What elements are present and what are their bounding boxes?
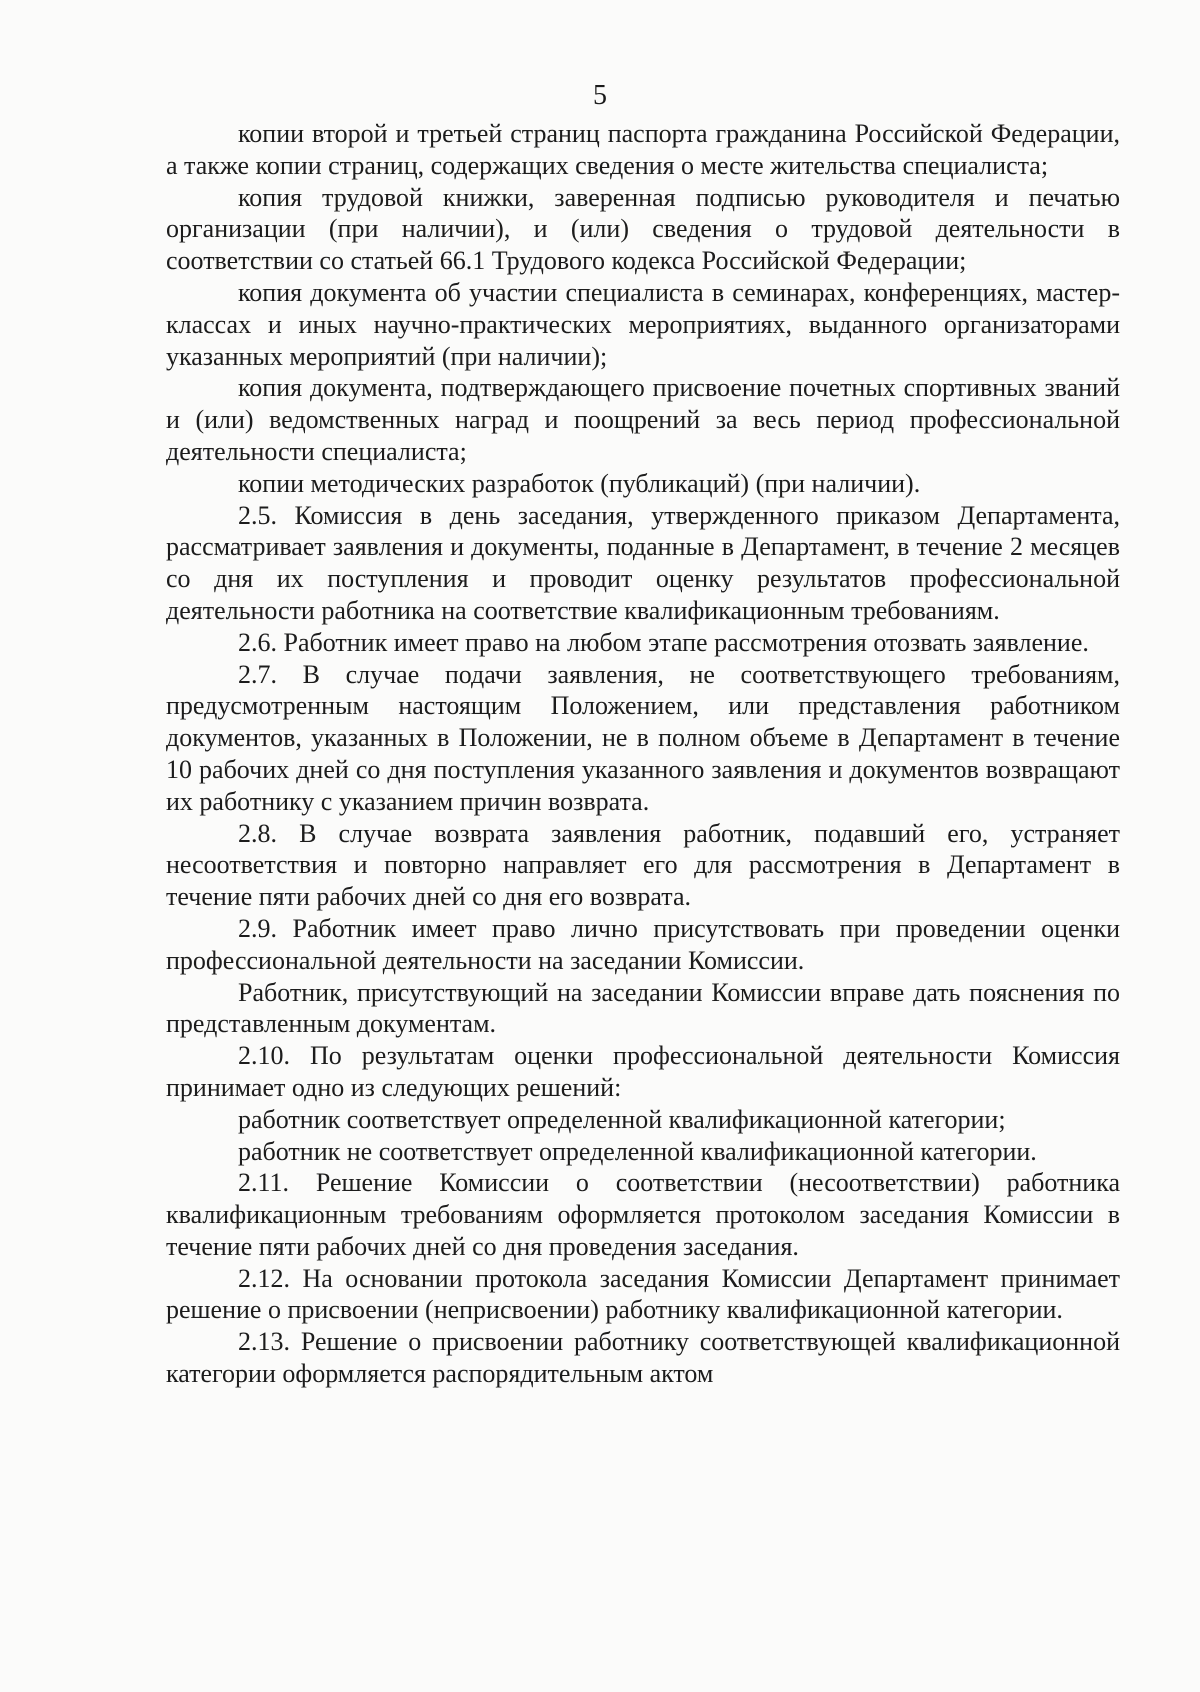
document-body bbox=[166, 118, 1120, 1390]
paragraph-methodical-works: копии методических разработок (публикаций) (при наличии). bbox=[238, 468, 921, 498]
paragraph-passport-copies: копии второй и третьей страниц паспорта гражданина Российской Федерации, а также копии страниц, содержащих сведения о месте жительства специалиста; bbox=[166, 119, 1120, 180]
paragraph-decision-not-complies: работник не соответствует определенной квалификационной категории. bbox=[238, 1136, 1037, 1166]
paragraph-2-10: 2.10. По результатам оценки профессиональной деятельности Комиссия принимает одно из следующих решений: bbox=[166, 1041, 1120, 1102]
paragraph-2-13: 2.13. Решение о присвоении работнику соответствующей квалификационной категории оформляется распорядительным актом bbox=[166, 1327, 1120, 1389]
paragraph-2-9: 2.9. Работник имеет право лично присутствовать при проведении оценки профессиональной деятельности на заседании Комиссии. bbox=[166, 913, 1120, 975]
paragraph-2-7: 2.7. В случае подачи заявления, не соответствующего требованиям, предусмотренным настоящим Положением, или представления работником документов, указанных в Положении, не в полном объеме в Департамент в течение 10 рабочих дней со дня поступления указанного заявления и документов возвращают их работнику с указанием причин возврата. bbox=[166, 659, 1120, 816]
paragraph-2-6: 2.6. Работник имеет право на любом этапе рассмотрения отозвать заявление. bbox=[238, 627, 1089, 657]
paragraph-2-12: 2.12. На основании протокола заседания Комиссии Департамент принимает решение о присвоении (неприсвоении) работнику квалификационной категории. bbox=[166, 1263, 1120, 1325]
paragraph-employment-record: копия трудовой книжки, заверенная подписью руководителя и печатью организации (при наличии), и (или) сведения о трудовой деятельности в соответствии со статьей 66.1 Трудового кодекса Российской Федерации; bbox=[166, 182, 1120, 276]
paragraph-seminar-participation: копия документа об участии специалиста в семинарах, конференциях, мастер-классах и иных научно-практических мероприятиях, выданного организаторами указанных мероприятий (при наличии); bbox=[166, 277, 1120, 371]
paragraph-decision-complies: работник соответствует определенной квалификационной категории; bbox=[238, 1104, 1006, 1134]
paragraph-2-9-explanations: Работник, присутствующий на заседании Комиссии вправе дать пояснения по представленным документам. bbox=[166, 977, 1120, 1039]
paragraph-honorary-titles: копия документа, подтверждающего присвоение почетных спортивных званий и (или) ведомственных наград и поощрений за весь период профессиональной деятельности специалиста; bbox=[166, 373, 1120, 466]
paragraph-2-8: 2.8. В случае возврата заявления работник, подавший его, устраняет несоответствия и повторно направляет его для рассмотрения в Департамент в течение пяти рабочих дней со дня его возврата. bbox=[166, 818, 1120, 912]
paragraph-2-11: 2.11. Решение Комиссии о соответствии (несоответствии) работника квалификационным требованиям оформляется протоколом заседания Комиссии в течение пяти рабочих дней со дня проведения заседания. bbox=[166, 1168, 1120, 1261]
paragraph-2-5: 2.5. Комиссия в день заседания, утвержденного приказом Департамента, рассматривает заявления и документы, поданные в Департамент, в течение 2 месяцев со дня их поступления и проводит оценку результатов профессиональной деятельности работника на соответствие квалификационным требованиям. bbox=[166, 500, 1120, 625]
page-number: 5 bbox=[593, 80, 607, 111]
